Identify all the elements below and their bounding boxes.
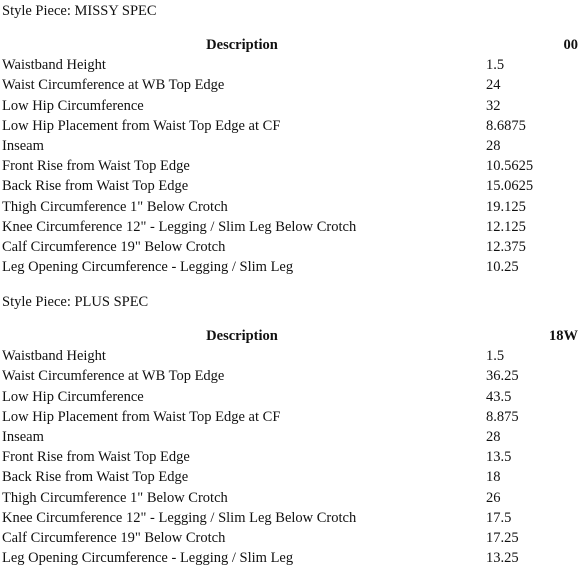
table-row <box>2 237 578 257</box>
row-description: Low Hip Placement from Waist Top Edge at CF <box>2 117 281 134</box>
table-row <box>2 407 578 427</box>
table-row <box>2 548 578 568</box>
row-description: Calf Circumference 19" Below Crotch <box>2 529 226 546</box>
row-description: Thigh Circumference 1" Below Crotch <box>2 198 228 215</box>
row-description: Knee Circumference 12" - Legging / Slim Leg Below Crotch <box>2 218 357 235</box>
row-value: 8.6875 <box>486 117 526 134</box>
column-header-size: 00 <box>563 37 578 53</box>
column-header-size: 18W <box>549 328 578 344</box>
row-value: 12.125 <box>486 218 526 235</box>
table-row <box>2 427 578 447</box>
row-description: Knee Circumference 12" - Legging / Slim Leg Below Crotch <box>2 509 357 526</box>
column-header-description: Description <box>206 328 278 344</box>
table-row <box>2 467 578 487</box>
row-description: Waistband Height <box>2 57 106 74</box>
row-description: Low Hip Placement from Waist Top Edge at CF <box>2 408 281 425</box>
row-value: 18 <box>486 469 501 486</box>
row-description: Back Rise from Waist Top Edge <box>2 178 189 195</box>
row-value: 1.5 <box>486 57 505 74</box>
row-value: 19.125 <box>486 198 526 215</box>
table-row <box>2 176 578 196</box>
table-row <box>2 136 578 156</box>
table-row <box>2 387 578 407</box>
table-row <box>2 257 578 277</box>
row-value: 15.0625 <box>486 178 534 195</box>
section-heading-missy: Style Piece: MISSY SPEC <box>2 3 157 19</box>
row-description: Thigh Circumference 1" Below Crotch <box>2 489 228 506</box>
row-value: 12.375 <box>486 238 526 255</box>
missy-spec-table <box>2 35 578 277</box>
row-value: 32 <box>486 97 501 114</box>
column-header-description: Description <box>206 37 278 53</box>
row-value: 1.5 <box>486 348 505 365</box>
row-value: 13.25 <box>486 550 519 567</box>
table-header-row <box>2 35 578 55</box>
table-row <box>2 55 578 75</box>
table-row <box>2 96 578 116</box>
plus-spec-table <box>2 326 578 568</box>
row-value: 28 <box>486 137 501 154</box>
row-value: 24 <box>486 77 501 94</box>
table-row <box>2 528 578 548</box>
table-row <box>2 447 578 467</box>
table-row <box>2 197 578 217</box>
row-description: Front Rise from Waist Top Edge <box>2 449 190 466</box>
row-value: 10.5625 <box>486 158 534 175</box>
row-value: 43.5 <box>486 388 512 405</box>
row-description: Waistband Height <box>2 348 106 365</box>
row-value: 13.5 <box>486 449 512 466</box>
table-row <box>2 217 578 237</box>
row-description: Calf Circumference 19" Below Crotch <box>2 238 226 255</box>
row-value: 17.5 <box>486 509 512 526</box>
row-description: Leg Opening Circumference - Legging / Slim Leg <box>2 259 294 276</box>
row-value: 8.875 <box>486 408 519 425</box>
row-value: 36.25 <box>486 368 519 385</box>
row-value: 26 <box>486 489 501 506</box>
row-description: Back Rise from Waist Top Edge <box>2 469 189 486</box>
table-row <box>2 75 578 95</box>
section-heading-plus: Style Piece: PLUS SPEC <box>2 294 149 310</box>
table-row <box>2 366 578 386</box>
row-description: Leg Opening Circumference - Legging / Slim Leg <box>2 550 294 567</box>
row-description: Inseam <box>2 428 44 445</box>
table-header-row <box>2 326 578 346</box>
table-row <box>2 488 578 508</box>
row-value: 17.25 <box>486 529 519 546</box>
row-description: Low Hip Circumference <box>2 97 144 114</box>
table-row <box>2 346 578 366</box>
row-value: 10.25 <box>486 259 519 276</box>
table-row <box>2 156 578 176</box>
row-description: Waist Circumference at WB Top Edge <box>2 368 225 385</box>
row-description: Low Hip Circumference <box>2 388 144 405</box>
row-value: 28 <box>486 428 501 445</box>
row-description: Waist Circumference at WB Top Edge <box>2 77 225 94</box>
table-row <box>2 116 578 136</box>
table-row <box>2 508 578 528</box>
row-description: Front Rise from Waist Top Edge <box>2 158 190 175</box>
row-description: Inseam <box>2 137 44 154</box>
